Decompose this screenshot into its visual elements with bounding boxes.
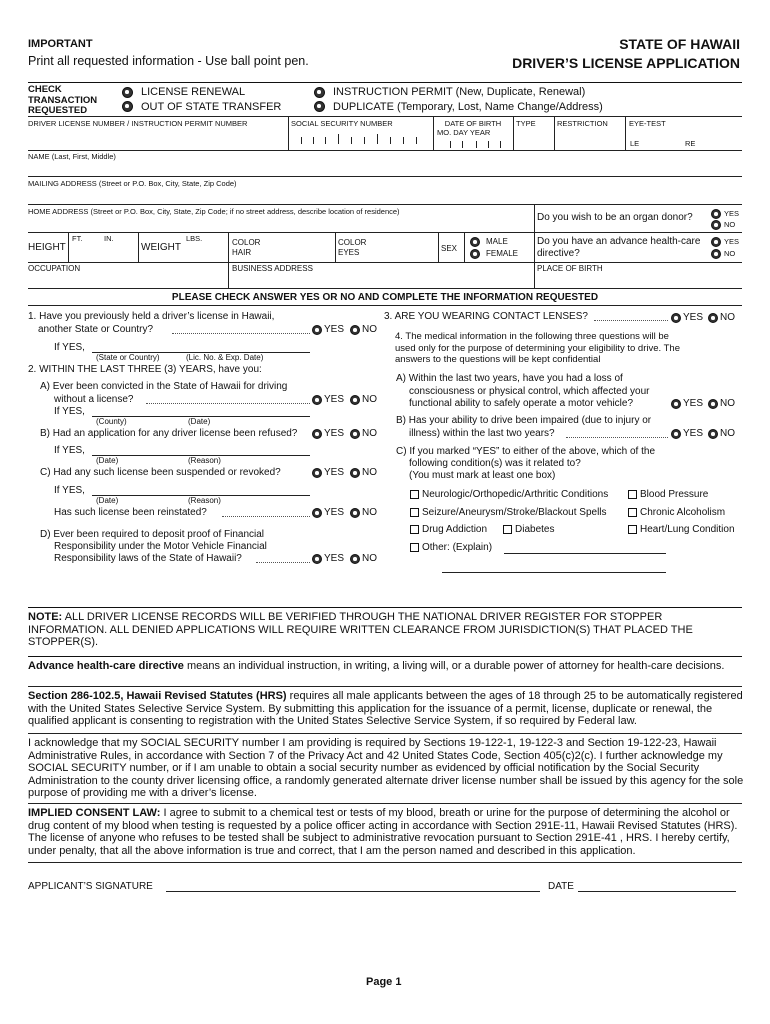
page-number: Page 1 (366, 976, 402, 988)
important-label: IMPORTANT (28, 38, 93, 50)
organ-no-label: NO (724, 220, 736, 229)
divider (438, 232, 439, 262)
divider (534, 262, 535, 288)
blood-pressure-checkbox[interactable] (628, 490, 637, 499)
q4b-text: B) Has your ability to drive been impaired (due to injury or (396, 415, 652, 426)
q3-yes-radio[interactable] (671, 313, 681, 323)
diabetes-checkbox[interactable] (503, 525, 512, 534)
weight-label: WEIGHT (141, 242, 181, 253)
instruction-permit-label: INSTRUCTION PERMIT (New, Duplicate, Renewal) (333, 86, 586, 98)
qc-text: C) Had any such license been suspended or revoked? (40, 467, 281, 478)
qc-no-radio[interactable] (350, 468, 360, 478)
rule (28, 803, 742, 804)
instruction-text: Print all requested information - Use ball point pen. (28, 54, 309, 68)
neurologic-label: Neurologic/Orthopedic/Arthritic Conditions (422, 489, 609, 500)
rule (28, 656, 742, 657)
section-286-paragraph (28, 690, 744, 728)
rule (28, 150, 742, 151)
qc-re-no-label: NO (362, 507, 377, 518)
q1-hint-state: (State or Country) (96, 353, 160, 362)
lbs-label: LBS. (186, 234, 203, 243)
qa-b-text: without a license? (54, 394, 134, 405)
organ-no-radio[interactable] (711, 220, 721, 230)
drug-addiction-label: Drug Addiction (422, 524, 488, 535)
seizure-checkbox[interactable] (410, 508, 419, 517)
q4-text: 4. The medical information in the following three questions will be used only for the purpose of determining your eligibility to drive. The answers to the questions will be kept confidential (395, 331, 680, 365)
out-of-state-label: OUT OF STATE TRANSFER (141, 101, 282, 113)
license-renewal-checkbox[interactable] (122, 87, 133, 98)
qc-yes-radio[interactable] (312, 468, 322, 478)
implied-consent-paragraph (28, 807, 744, 857)
q4b-yes-label: YES (683, 428, 704, 439)
advance-no-label: NO (724, 249, 736, 258)
qd-b-text: Responsibility under the Motor Vehicle Financial (54, 541, 267, 552)
q3-text: 3. ARE YOU WEARING CONTACT LENSES? (384, 311, 588, 322)
q4c-b-text: following condition(s) was it related to? (409, 458, 581, 469)
qa-no-radio[interactable] (350, 395, 360, 405)
signature-label: APPLICANT’S SIGNATURE (28, 881, 153, 892)
divider (625, 117, 626, 150)
dob-label: DATE OF BIRTH (444, 119, 502, 128)
q1-yes-label: YES (324, 324, 345, 335)
qd-no-label: NO (362, 553, 377, 564)
q4b-no-radio[interactable] (708, 429, 718, 439)
advance-definition (28, 660, 744, 673)
male-label: MALE (486, 237, 508, 246)
qc-hint-reason: (Reason) (188, 496, 221, 505)
heart-lung-checkbox[interactable] (628, 525, 637, 534)
rule (28, 305, 742, 306)
rule (28, 288, 742, 289)
divider (68, 232, 69, 262)
organ-yes-radio[interactable] (711, 209, 721, 219)
q3-no-radio[interactable] (708, 313, 718, 323)
female-label: FEMALE (486, 249, 519, 258)
rule (28, 116, 742, 117)
qc-hint-date: (Date) (96, 496, 119, 505)
qd-text: D) Ever been required to deposit proof of Financial (40, 529, 265, 540)
business-address-label: BUSINESS ADDRESS (232, 264, 313, 273)
q3-yes-label: YES (683, 312, 704, 323)
leader (566, 437, 668, 438)
other-explain-input-2[interactable] (442, 572, 666, 573)
qa-hint-date: (Date) (188, 417, 211, 426)
qc-if-yes: If YES, (54, 485, 85, 496)
qc-no-label: NO (362, 467, 377, 478)
transaction-label: CHECK TRANSACTION REQUESTED (28, 84, 98, 116)
state-title: STATE OF HAWAII (619, 36, 740, 52)
qb-yes-radio[interactable] (312, 429, 322, 439)
qb-yes-label: YES (324, 428, 345, 439)
out-of-state-checkbox[interactable] (122, 101, 133, 112)
ft-label: FT. (72, 234, 83, 243)
license-renewal-label: LICENSE RENEWAL (141, 86, 246, 98)
chronic-alcoholism-label: Chronic Alcoholism (640, 507, 726, 518)
form-title: DRIVER’S LICENSE APPLICATION (512, 55, 740, 71)
q1b-text: another State or Country? (38, 324, 154, 335)
qa-text: A) Ever been convicted in the State of Hawaii for driving (40, 381, 288, 392)
place-of-birth-label: PLACE OF BIRTH (537, 264, 603, 273)
implied-consent-text: I agree to submit to a chemical test or tests of my blood, breath or urine for the purpose of determining the alcohol or drug content of my blood when testing is requested by a police officer acting in accordance with Section 291E-11, Hawaii Revised Statutes (HRS). The license of anyone who refuses to be tested shall be subject to administrative revocation pursuant to Section 291E-41 , HRS. I hereby certify, under penalty, that all the above information is true and correct, that I am the person named and described in this application. (28, 807, 738, 857)
seizure-label: Seizure/Aneurysm/Stroke/Blackout Spells (422, 507, 607, 518)
name-input[interactable] (28, 162, 742, 176)
divider (513, 117, 514, 150)
q4b-b-text: illness) within the last two years? (409, 428, 555, 439)
implied-consent-label: IMPLIED CONSENT LAW: (28, 807, 161, 819)
rule (28, 232, 742, 233)
advance-no-radio[interactable] (711, 249, 721, 259)
organ-yes-label: YES (724, 209, 740, 218)
rule (28, 262, 742, 263)
restriction-label: RESTRICTION (557, 119, 608, 128)
note-paragraph (28, 611, 744, 649)
rule (28, 204, 742, 205)
leader (222, 516, 310, 517)
qb-if-yes: If YES, (54, 445, 85, 456)
neurologic-checkbox[interactable] (410, 490, 419, 499)
other-label: Other: (Explain) (422, 542, 493, 553)
qb-hint-date: (Date) (96, 456, 119, 465)
q4a-yes-label: YES (683, 398, 704, 409)
leader (146, 403, 310, 404)
sex-label: SEX (441, 244, 458, 253)
diabetes-label: Diabetes (515, 524, 555, 535)
qb-text: B) Had an application for any driver license been refused? (40, 428, 298, 439)
qa-no-label: NO (362, 394, 377, 405)
q1-yes-radio[interactable] (312, 325, 322, 335)
q2-text: 2. WITHIN THE LAST THREE (3) YEARS, have you: (28, 364, 262, 375)
qc-yes-label: YES (324, 467, 345, 478)
q4b-yes-radio[interactable] (671, 429, 681, 439)
leader (256, 562, 310, 563)
license-number-label: DRIVER LICENSE NUMBER / INSTRUCTION PERMIT NUMBER (28, 119, 248, 128)
q1-if-yes: If YES, (54, 342, 85, 353)
ssn-input[interactable] (291, 131, 431, 147)
q1-text: 1. Have you previously held a driver’s license in Hawaii, (28, 311, 275, 322)
name-label: NAME (Last, First, Middle) (28, 152, 116, 161)
ssn-acknowledgement: I acknowledge that my SOCIAL SECURITY number I am providing is required by Sections 19-122-1, 19-122-3 and Section 19-122-23, Hawaii Administrative Rules, in accordance with Section 7 of the Privacy Act and 42 United States Code, Section 405(c)2(c). I further acknowledge my SOCIAL SECURITY number, or if I am unable to obtain a social security number as evidenced by official notification by the Social Security Administration to the county driver licensing office, a randomly generated alternate driver license number shall be issued by this agency for the sole purpose of providing me with a driver’s license. (28, 737, 744, 800)
chronic-alcoholism-checkbox[interactable] (628, 508, 637, 517)
qb-no-radio[interactable] (350, 429, 360, 439)
advance-yes-label: YES (724, 237, 740, 246)
divider (534, 232, 535, 262)
q1-no-label: NO (362, 324, 377, 335)
qd-no-radio[interactable] (350, 554, 360, 564)
qc-re-yes-label: YES (324, 507, 345, 518)
rule (28, 176, 742, 177)
mailing-address-label: MAILING ADDRESS (Street or P.O. Box, City, State, Zip Code) (28, 179, 237, 188)
q4a-text: A) Within the last two years, have you had a loss of (396, 373, 623, 384)
color-hair-label: COLOR HAIR (232, 238, 261, 257)
q4a-c-text: functional ability to safely operate a motor vehicle? (409, 398, 634, 409)
q4a-b-text: consciousness or physical control, which affected your (409, 386, 650, 397)
qd-c-text: Responsibility laws of the State of Hawaii? (54, 553, 242, 564)
q1-hint-lic: (Lic. No. & Exp. Date) (186, 353, 264, 362)
section-286-text: requires all male applicants between the ages of 18 through 25 to be automatically registered with the United States Selective Service System. By submitting this application for the issuance of a permit, license, duplicate or renewal, the qualified applicant is consenting to registration with the United States Selective Service System, if so required by Federal law. (28, 690, 743, 728)
qc-reinstated-text: Has such license been reinstated? (54, 507, 207, 518)
home-address-label: HOME ADDRESS (Street or P.O. Box, City, State, Zip Code; if no street address, describe location of residence) (28, 207, 400, 216)
divider (288, 117, 289, 150)
eye-test-label: EYE-TEST (629, 119, 666, 128)
qa-yes-radio[interactable] (312, 395, 322, 405)
qa-if-yes: If YES, (54, 406, 85, 417)
note-label: NOTE: (28, 611, 63, 623)
header-rule (28, 82, 742, 83)
duplicate-checkbox[interactable] (314, 101, 325, 112)
male-radio[interactable] (470, 237, 480, 247)
advance-definition-text: means an individual instruction, in writing, a living will, or a durable power of attorney for health-care decisions. (186, 660, 725, 672)
q4c-text: C) If you marked “YES” to either of the above, which of the (396, 446, 656, 457)
date-label: DATE (548, 881, 574, 892)
q4a-no-label: NO (720, 398, 735, 409)
occupation-label: OCCUPATION (28, 264, 81, 273)
q4c-c-text: (You must mark at least one box) (409, 470, 556, 481)
qc-re-no-radio[interactable] (350, 508, 360, 518)
signature-input[interactable] (166, 891, 540, 892)
q4b-no-label: NO (720, 428, 735, 439)
qc-re-yes-radio[interactable] (312, 508, 322, 518)
qb-no-label: NO (362, 428, 377, 439)
duplicate-label: DUPLICATE (Temporary, Lost, Name Change/Address) (333, 101, 603, 113)
divider (228, 262, 229, 288)
note-text: ALL DRIVER LICENSE RECORDS WILL BE VERIFIED THROUGH THE NATIONAL DRIVER REGISTER FOR STOPPER INFORMATION. ALL DENIED APPLICATIONS WILL REQUIRE WRITTEN CLEARANCE FROM JURISDICTION(S) THAT PLACED THE STOPPER(S). (28, 611, 693, 649)
qd-yes-radio[interactable] (312, 554, 322, 564)
instruction-permit-checkbox[interactable] (314, 87, 325, 98)
q4a-yes-radio[interactable] (671, 399, 681, 409)
divider (554, 117, 555, 150)
advance-yes-radio[interactable] (711, 237, 721, 247)
divider (138, 232, 139, 262)
rule (28, 686, 742, 687)
mailing-address-input[interactable] (28, 189, 742, 203)
blood-pressure-label: Blood Pressure (640, 489, 709, 500)
divider (335, 232, 336, 262)
section-header: PLEASE CHECK ANSWER YES OR NO AND COMPLETE THE INFORMATION REQUESTED (171, 292, 599, 303)
divider (228, 232, 229, 262)
female-radio[interactable] (470, 249, 480, 259)
rule (28, 607, 742, 608)
qa-hint-county: (County) (96, 417, 127, 426)
qa-yes-label: YES (324, 394, 345, 405)
qb-hint-reason: (Reason) (188, 456, 221, 465)
other-checkbox[interactable] (410, 543, 419, 552)
divider (534, 204, 535, 232)
leader (594, 320, 668, 321)
divider (464, 232, 465, 262)
rule (28, 733, 742, 734)
organ-donor-question: Do you wish to be an organ donor? (537, 212, 693, 223)
q3-no-label: NO (720, 312, 735, 323)
dob-input[interactable] (436, 139, 512, 149)
le-label: LE (630, 139, 640, 148)
type-label: TYPE (516, 119, 536, 128)
color-eyes-label: COLOR EYES (338, 238, 367, 257)
advance-definition-label: Advance health-care directive (28, 660, 184, 672)
dob-parts-label: MO. DAY YEAR (437, 128, 491, 137)
q4a-no-radio[interactable] (708, 399, 718, 409)
leader (172, 333, 310, 334)
re-label: RE (685, 139, 696, 148)
ssn-label: SOCIAL SECURITY NUMBER (291, 119, 393, 128)
drug-addiction-checkbox[interactable] (410, 525, 419, 534)
other-explain-input[interactable] (504, 553, 666, 554)
advance-directive-question: Do you have an advance health-care directive? (537, 236, 701, 259)
rule (28, 862, 742, 863)
in-label: IN. (104, 234, 114, 243)
qd-yes-label: YES (324, 553, 345, 564)
height-label: HEIGHT (28, 242, 66, 253)
q1-no-radio[interactable] (350, 325, 360, 335)
heart-lung-label: Heart/Lung Condition (640, 524, 735, 535)
date-input[interactable] (578, 891, 736, 892)
section-286-label: Section 286-102.5, Hawaii Revised Statutes (HRS) (28, 690, 287, 702)
